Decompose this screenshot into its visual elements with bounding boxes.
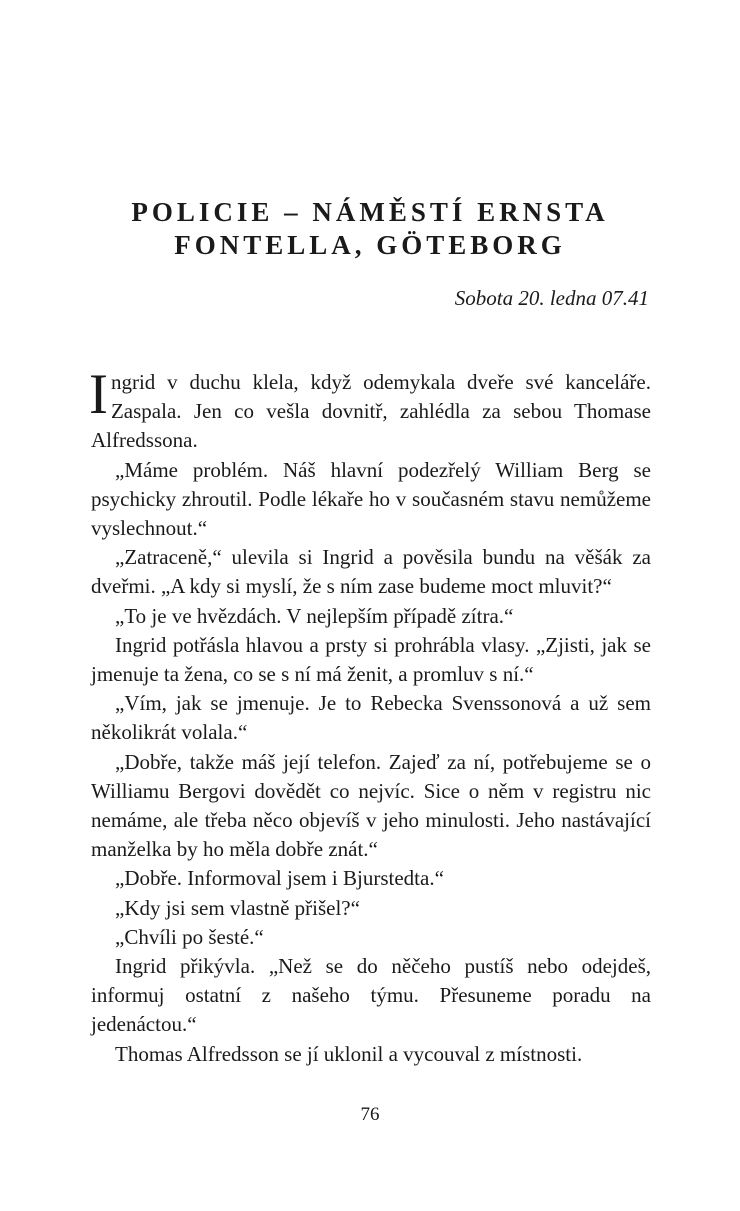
paragraph: „Dobře. Informoval jsem i Bjurstedta.“ [115,866,444,891]
chapter-title [90,196,650,262]
paragraph-text: ngrid v duchu klela, když odemykala dveře své kanceláře. Zaspala. Jen co vešla dovnitř, zahlédla za sebou Thomase Alfredssona. [91,370,651,453]
paragraph: Thomas Alfredsson se jí uklonil a vycouval z místnosti. [115,1041,583,1066]
paragraph: „Vím, jak se jmenuje. Je to Rebecka Svenssonová a už sem několikrát volala.“ [91,691,651,745]
chapter-body [89,363,651,1069]
paragraph: „Chvíli po šesté.“ [115,924,264,949]
paragraph: „Dobře, takže máš její telefon. Zajeď za ní, potřebujeme se o Williamu Bergovi dovědět co nejvíc. Sice o něm v registru nic nemáme, ale třeba něco objevíš v jeho minulosti. Jeho nastávající manželka by ho měla dobře znát.“ [91,749,651,862]
paragraph: „Máme problém. Náš hlavní podezřelý William Berg se psychicky zhroutil. Podle lékaře ho v současném stavu nemůžeme vyslechnout.“ [91,457,651,541]
chapter-title-line-2: FONTELLA, GÖTEBORG [174,230,566,260]
paragraph: „Zatraceně,“ ulevila si Ingrid a pověsila bundu na věšák za dveřmi. „A kdy si myslí, že s ním zase budeme moct mluvit?“ [91,545,651,599]
chapter-dateline: Sobota 20. ledna 07.41 [454,286,649,310]
paragraph: „To je ve hvězdách. V nejlepším případě zítra.“ [115,603,514,628]
paragraph: Ingrid potřásla hlavou a prsty si prohrábla vlasy. „Zjisti, jak se jmenuje ta žena, co se s ní má ženit, a promluv s ní.“ [91,632,651,687]
chapter-title-line-1: POLICIE – NÁMĚSTÍ ERNSTA [131,197,609,227]
paragraph: „Kdy jsi sem vlastně přišel?“ [115,895,360,920]
paragraph: Ingrid přikývla. „Než se do něčeho pustíš nebo odejdeš, informuj ostatní z našeho týmu. Přesuneme poradu na jedenáctou.“ [91,954,651,1037]
page-number: 76 [360,1104,380,1125]
paragraph [89,363,651,456]
drop-cap: I [89,363,108,426]
